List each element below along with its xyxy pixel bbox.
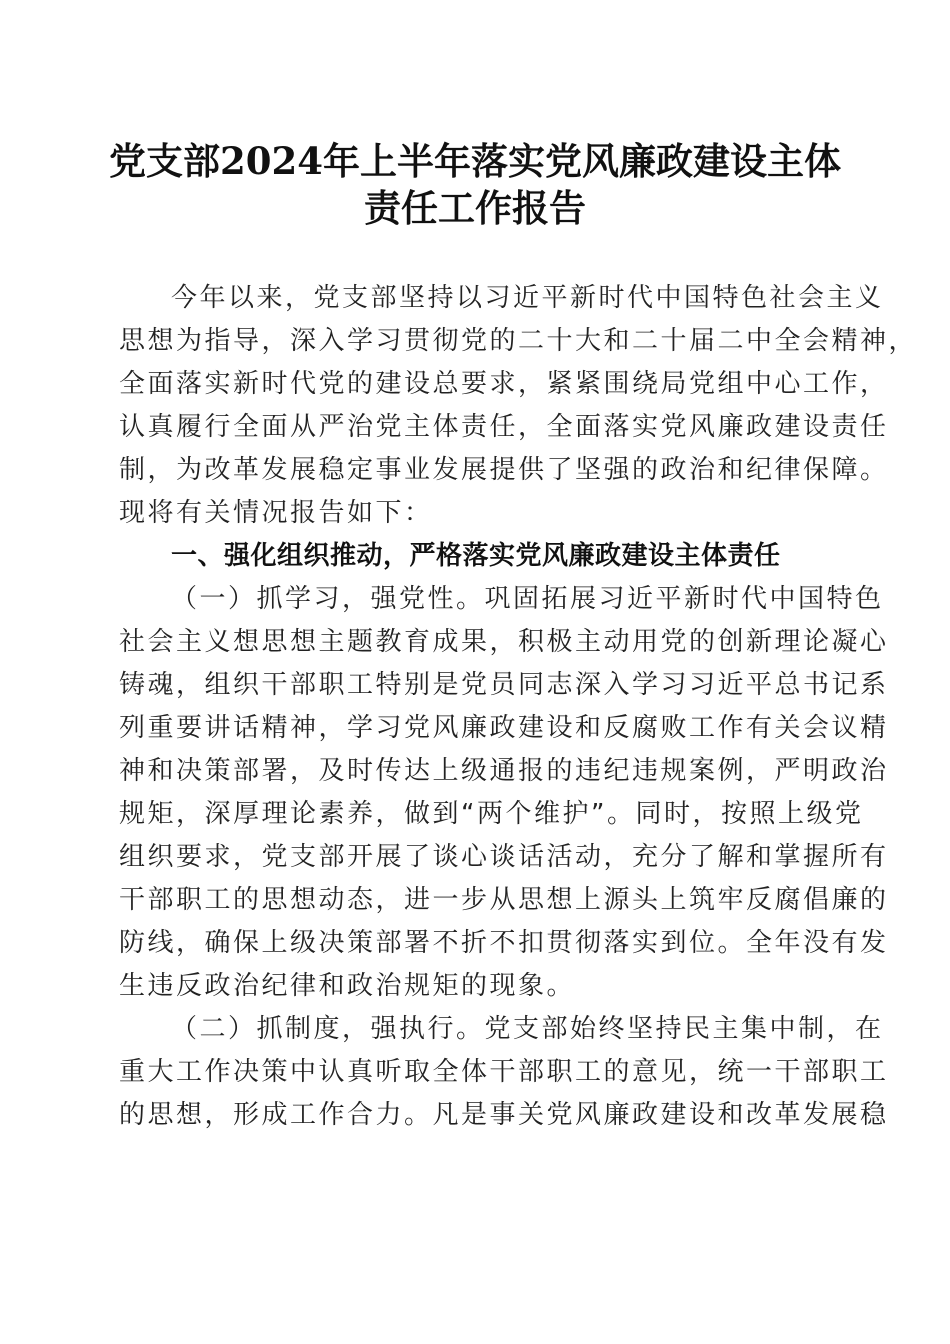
- paragraph-line: 生违反政治纪律和政治规矩的现象。: [119, 971, 576, 1001]
- paragraph-line: 防线，确保上级决策部署不折不扣贯彻落实到位。全年没有发: [119, 928, 889, 958]
- paragraph-line: 社会主义想思想主题教育成果，积极主动用党的创新理论凝心: [119, 627, 889, 657]
- paragraph-line: 神和决策部署，及时传达上级通报的违纪违规案例，严明政治: [119, 756, 889, 786]
- paragraph-line: （二）抓制度，强执行。党支部始终坚持民主集中制，在: [171, 1014, 884, 1044]
- document-title-line-1: 党支部2024年上半年落实党风廉政建设主体: [109, 139, 841, 183]
- intro-paragraph: [119, 277, 918, 535]
- paragraph-line: 思想为指导，深入学习贯彻党的二十大和二十届二中全会精神，: [119, 326, 918, 356]
- paragraph-line: 现将有关情况报告如下：: [119, 498, 433, 528]
- paragraph-line: 全面落实新时代党的建设总要求，紧紧围绕局党组中心工作，: [119, 369, 889, 399]
- paragraph-line: 列重要讲话精神，学习党风廉政建设和反腐败工作有关会议精: [119, 713, 889, 743]
- paragraph-line: 组织要求，党支部开展了谈心谈话活动，充分了解和掌握所有: [119, 842, 889, 872]
- paragraph-line: （一）抓学习，强党性。巩固拓展习近平新时代中国特色: [171, 584, 884, 614]
- paragraph-line: 认真履行全面从严治党主体责任，全面落实党风廉政建设责任: [119, 412, 889, 442]
- paragraph-line: 铸魂，组织干部职工特别是党员同志深入学习习近平总书记系: [119, 670, 889, 700]
- paragraph-line: 规矩，深厚理论素养，做到“两个维护”。同时，按照上级党: [119, 799, 864, 829]
- document-title-line-2: 责任工作报告: [364, 186, 586, 230]
- paragraph-line: 干部职工的思想动态，进一步从思想上源头上筑牢反腐倡廉的: [119, 885, 889, 915]
- paragraph-line: 重大工作决策中认真听取全体干部职工的意见，统一干部职工: [119, 1057, 889, 1087]
- section-heading: 一、强化组织推动，严格落实党风廉政建设主体责任: [171, 541, 781, 571]
- document-body: [119, 277, 918, 1137]
- subsection-1-paragraph: [119, 578, 889, 1008]
- paragraph-line: 的思想，形成工作合力。凡是事关党风廉政建设和改革发展稳: [119, 1100, 889, 1130]
- paragraph-line: 制，为改革发展稳定事业发展提供了坚强的政治和纪律保障。: [119, 455, 889, 485]
- paragraph-line: 今年以来，党支部坚持以习近平新时代中国特色社会主义: [171, 283, 884, 313]
- subsection-2-paragraph: [119, 1008, 889, 1137]
